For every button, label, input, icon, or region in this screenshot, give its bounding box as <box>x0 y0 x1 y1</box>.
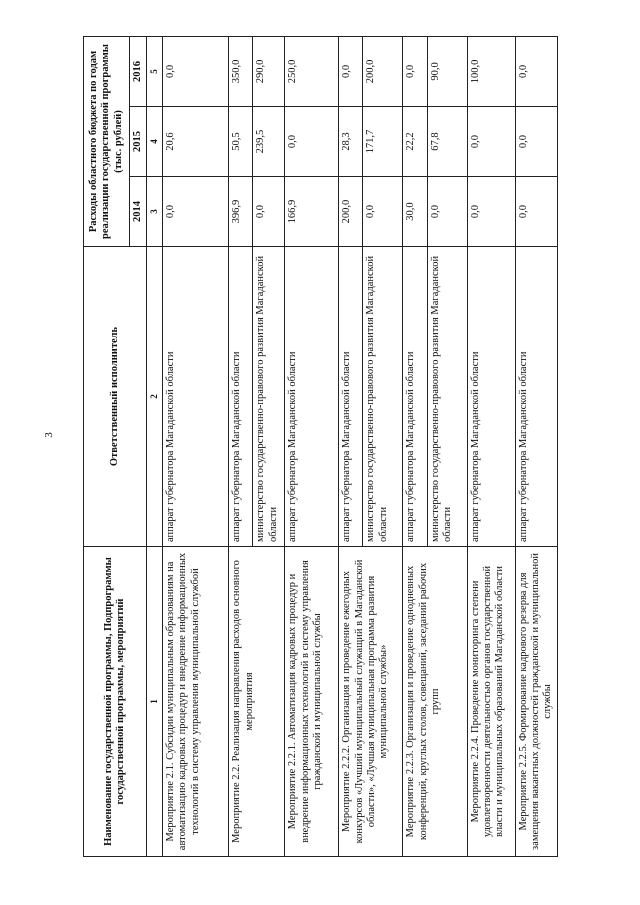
value-2016: 200,0 <box>363 36 403 106</box>
header-year-2016: 2016 <box>130 36 147 106</box>
value-2015: 28,3 <box>339 107 363 177</box>
table-row <box>515 36 557 856</box>
row-executor: аппарат губернатора Магаданской области <box>162 247 228 547</box>
column-index: 2 <box>147 247 163 547</box>
row-executor: аппарат губернатора Магаданской области <box>339 247 363 547</box>
value-2016: 100,0 <box>467 36 515 106</box>
value-2016: 250,0 <box>285 36 339 106</box>
row-executor: аппарат губернатора Магаданской области <box>403 247 427 547</box>
budget-table-rotated <box>83 37 558 857</box>
value-2016: 290,0 <box>253 36 285 106</box>
value-2014: 200,0 <box>339 177 363 247</box>
row-name: Мероприятие 2.1. Субсидии муниципальным образованиям на автоматизацию кадровых процедур и внедрение информационных технологий в систему управления муниципальной службой <box>162 547 228 857</box>
value-2014: 0,0 <box>363 177 403 247</box>
column-index: 5 <box>147 36 163 106</box>
value-2016: 350,0 <box>229 36 253 106</box>
header-name: Наименование государственной программы, Подпрограммы государственной программы, мероприятий <box>84 547 147 857</box>
value-2016: 0,0 <box>403 36 427 106</box>
row-executor: аппарат губернатора Магаданской области <box>229 247 253 547</box>
value-2015: 50,5 <box>229 107 253 177</box>
row-name: Мероприятие 2.2.3. Организация и проведение однодневных конференций, круглых столов, совещаний, заседаний рабочих групп <box>403 547 467 857</box>
page-number: 3 <box>42 432 55 438</box>
row-name: Мероприятие 2.2.1. Автоматизация кадровых процедур и внедрение информационных технологий в систему управления гражданской и муниципальной службы <box>285 547 339 857</box>
row-executor: аппарат губернатора Магаданской области <box>467 247 515 547</box>
value-2016: 90,0 <box>427 36 467 106</box>
value-2015: 0,0 <box>467 107 515 177</box>
row-executor: министерство государственно-правового развития Магаданской области <box>253 247 285 547</box>
value-2015: 20,6 <box>162 107 228 177</box>
value-2014: 0,0 <box>467 177 515 247</box>
table-row <box>467 36 515 856</box>
value-2014: 166,9 <box>285 177 339 247</box>
row-name: Мероприятие 2.2.5. Формирование кадрового резерва для замещения вакантных должностей гражданской и муниципальной службы <box>515 547 557 857</box>
table-row <box>229 36 253 856</box>
column-index: 4 <box>147 107 163 177</box>
value-2014: 30,0 <box>403 177 427 247</box>
value-2015: 239,5 <box>253 107 285 177</box>
value-2016: 0,0 <box>162 36 228 106</box>
value-2015: 0,0 <box>515 107 557 177</box>
value-2016: 0,0 <box>339 36 363 106</box>
row-executor: министерство государственно-правового развития Магаданской области <box>363 247 403 547</box>
row-name: Мероприятие 2.2.4. Проведение мониторинга степени удовлетворенности деятельностью органов государственной власти и муниципальных образований Магаданской области <box>467 547 515 857</box>
table-row <box>162 36 228 856</box>
value-2014: 396,9 <box>229 177 253 247</box>
row-executor: аппарат губернатора Магаданской области <box>515 247 557 547</box>
header-executor: Ответственный исполнитель <box>84 247 147 547</box>
row-executor: аппарат губернатора Магаданской области <box>285 247 339 547</box>
header-year-2015: 2015 <box>130 107 147 177</box>
value-2015: 22,2 <box>403 107 427 177</box>
value-2015: 0,0 <box>285 107 339 177</box>
row-executor: министерство государственно-правового развития Магаданской области <box>427 247 467 547</box>
budget-table <box>83 36 558 857</box>
column-index: 3 <box>147 177 163 247</box>
header-expenses: Расходы областного бюджета по годам реализации государственной программы (тыс. рублей) <box>84 36 130 246</box>
value-2015: 171,7 <box>363 107 403 177</box>
value-2014: 0,0 <box>427 177 467 247</box>
value-2014: 0,0 <box>253 177 285 247</box>
row-name: Мероприятие 2.2. Реализация направления расходов основного мероприятия <box>229 547 285 857</box>
value-2014: 0,0 <box>515 177 557 247</box>
header-year-2014: 2014 <box>130 177 147 247</box>
column-index: 1 <box>147 547 163 857</box>
table-row <box>339 36 363 856</box>
value-2016: 0,0 <box>515 36 557 106</box>
value-2014: 0,0 <box>162 177 228 247</box>
table-row <box>403 36 427 856</box>
row-name: Мероприятие 2.2.2. Организация и проведение ежегодных конкурсов «Лучший муниципальный служащий в Магаданской области», «Лучшая муниципальная программа развития муниципальной службы» <box>339 547 403 857</box>
table-row <box>285 36 339 856</box>
value-2015: 67,8 <box>427 107 467 177</box>
